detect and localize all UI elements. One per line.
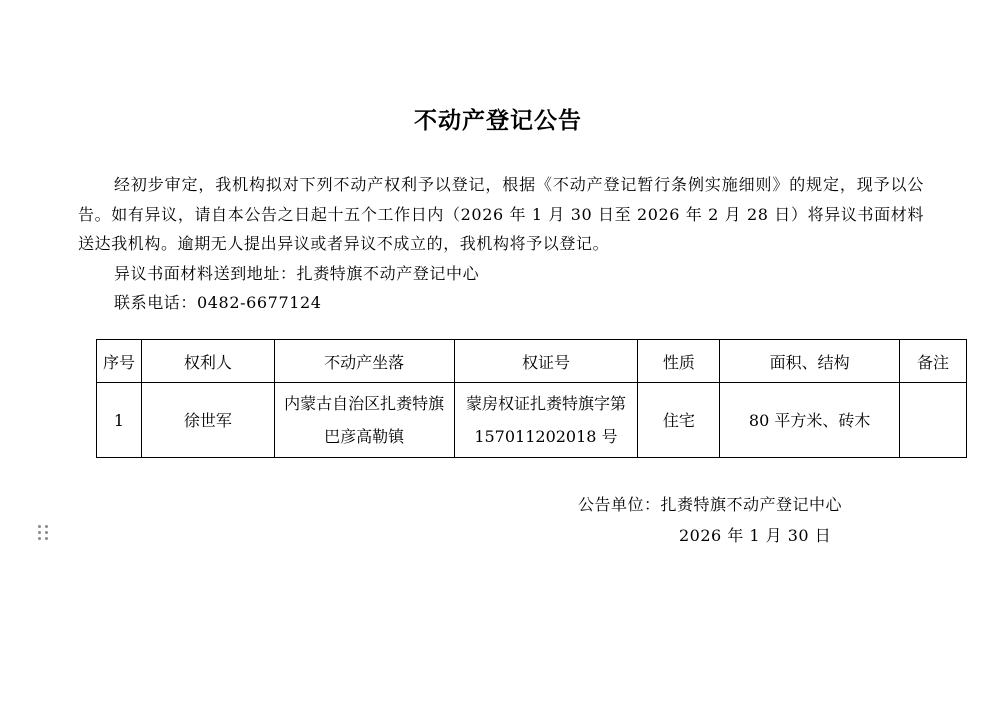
cell-location: 内蒙古自治区扎赉特旗巴彦高勒镇	[274, 383, 454, 458]
cell-owner: 徐世军	[141, 383, 274, 458]
table-header-row	[97, 340, 967, 383]
notice-unit: 公告单位：扎赉特旗不动产登记中心	[578, 495, 843, 514]
header-area-structure: 面积、结构	[720, 340, 900, 383]
header-nature: 性质	[638, 340, 720, 383]
notice-paragraph-main: 经初步审定，我机构拟对下列不动产权利予以登记，根据《不动产登记暂行条例实施细则》的规定，现予以公告。如有异议，请自本公告之日起十五个工作日内（2026 年 1 月 30 日至 2026 年 2 月 28 日）将异议书面材料送达我机构。逾期无人提出异议或者异议不成立的，我机构将予以登记。	[78, 175, 924, 253]
notice-body	[78, 170, 924, 318]
header-certificate: 权证号	[454, 340, 638, 383]
cell-nature: 住宅	[638, 383, 720, 458]
header-location: 不动产坐落	[274, 340, 454, 383]
objection-address: 异议书面材料送到地址：扎赉特旗不动产登记中心	[114, 263, 480, 283]
header-remarks: 备注	[900, 340, 967, 383]
notice-date: 2026 年 1 月 30 日	[679, 526, 832, 545]
registration-table	[96, 339, 967, 458]
header-owner: 权利人	[141, 340, 274, 383]
contact-phone: 联系电话：0482-6677124	[114, 293, 322, 312]
page-title: 不动产登记公告	[414, 108, 582, 134]
cell-remarks	[900, 383, 967, 458]
header-index: 序号	[97, 340, 142, 383]
table-row	[97, 383, 967, 458]
drag-handle-icon[interactable]	[38, 525, 50, 541]
cell-index: 1	[97, 383, 142, 458]
cell-area-structure: 80 平方米、砖木	[720, 383, 900, 458]
cell-certificate: 蒙房权证扎赉特旗字第 157011202018 号	[454, 383, 638, 458]
